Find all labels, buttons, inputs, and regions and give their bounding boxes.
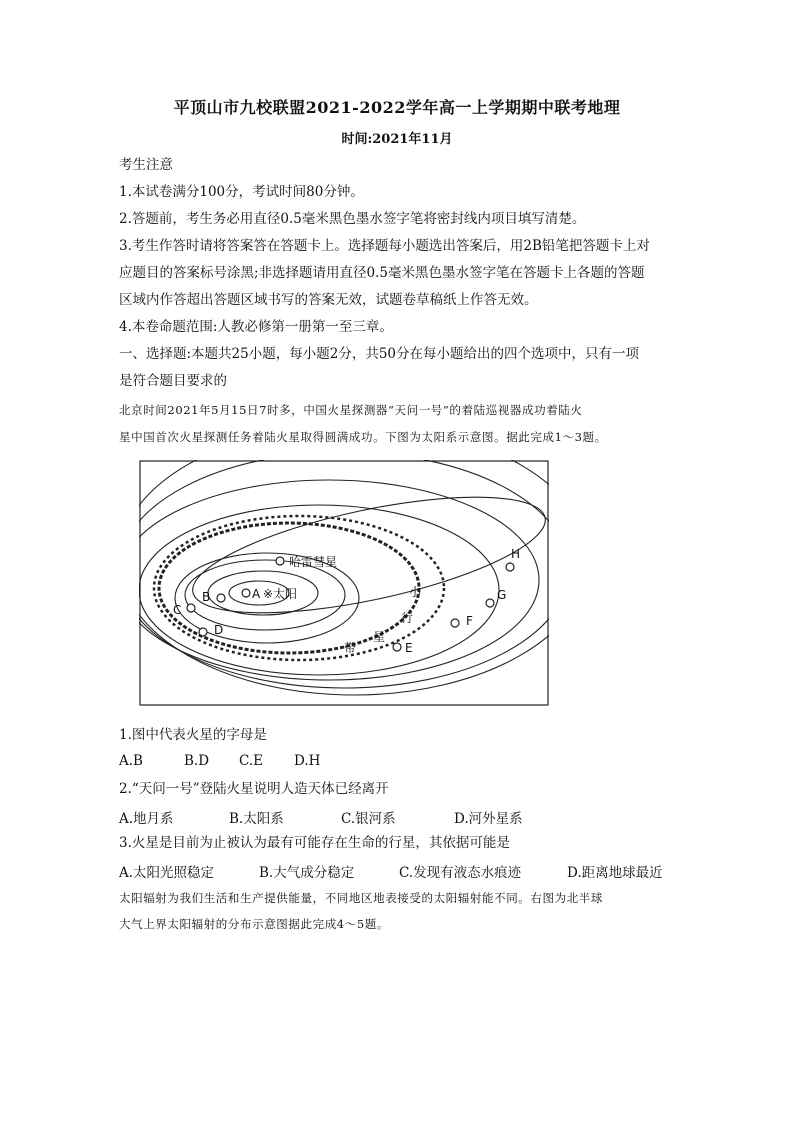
- q3-option-b[interactable]: B.大气成分稳定: [259, 865, 355, 881]
- label-belt-3: 星: [373, 630, 386, 644]
- label-comet: 哈雷彗星: [289, 555, 338, 569]
- q1-option-c[interactable]: C.E: [239, 753, 263, 769]
- q1-option-a[interactable]: A.B: [119, 753, 143, 769]
- question-2-options: [119, 807, 523, 827]
- planet-g: [486, 599, 494, 607]
- planet-d: [199, 628, 207, 636]
- question-1-stem: 1.图中代表火星的字母是: [119, 727, 267, 743]
- notice-item-1: 1.本试卷满分100分，考试时间80分钟。: [119, 184, 364, 200]
- label-e: E: [405, 641, 413, 655]
- planet-a-dot: [242, 589, 250, 597]
- q3-option-d[interactable]: D.距离地球最近: [567, 865, 663, 881]
- exam-title: 平顶山市九校联盟2021-2022学年高一上学期期中联考地理: [173, 98, 621, 117]
- passage-1-line-2: 星中国首次火星探测任务着陆火星取得圆满成功。下图为太阳系示意图。据此完成1～3题。: [119, 430, 607, 444]
- q3-option-c[interactable]: C.发现有液态水痕迹: [399, 865, 522, 881]
- notice-item-3a: 3.考生作答时请将答案答在答题卡上。选择题每小题选出答案后，用2B铅笔把答题卡上对: [119, 238, 650, 254]
- planet-f: [451, 619, 459, 627]
- label-f: F: [466, 614, 473, 628]
- q2-option-a[interactable]: A.地月系: [119, 811, 174, 827]
- section-heading-cont: 是符合题目要求的: [119, 373, 227, 389]
- passage-2-line-1: 太阳辐射为我们生活和生产提供能量，不同地区地表接受的太阳辐射能不同。右图为北半球: [119, 891, 603, 905]
- q2-option-b[interactable]: B.太阳系: [229, 811, 284, 827]
- notice-item-3b: 应题目的答案标号涂黑;非选择题请用直径0.5毫米黑色墨水签字笔在答题卡上各题的答题: [119, 265, 645, 281]
- question-1-options: [119, 753, 320, 769]
- q1-option-d[interactable]: D.H: [294, 753, 321, 769]
- label-c: C: [173, 603, 182, 617]
- label-belt-2: 行: [401, 611, 414, 625]
- notice-item-3c: 区域内作答超出答题区域书写的答案无效，试题卷草稿纸上作答无效。: [119, 292, 538, 308]
- question-2-stem: 2.“天问一号”登陆火星说明人造天体已经离开: [119, 781, 389, 797]
- label-b: B: [202, 590, 211, 604]
- label-d: D: [214, 623, 224, 637]
- q2-option-c[interactable]: C.银河系: [341, 811, 396, 827]
- planet-h: [506, 563, 514, 571]
- passage-2-line-2: 大气上界太阳辐射的分布示意图据此完成4～5题。: [119, 917, 389, 931]
- label-belt-4: 带: [344, 641, 357, 655]
- label-sun: ※太阳: [263, 587, 298, 601]
- solar-system-diagram: [139, 460, 549, 706]
- label-h: H: [511, 547, 521, 561]
- label-g: G: [497, 588, 507, 602]
- notice-item-4: 4.本卷命题范围:人教必修第一册第一至三章。: [119, 319, 393, 335]
- exam-time: 时间:2021年11月: [341, 132, 453, 147]
- notice-heading: 考生注意: [119, 157, 173, 173]
- section-heading: 一、选择题:本题共25小题，每小题2分，共50分在每小题给出的四个选项中，只有一项: [119, 346, 639, 362]
- q3-option-a[interactable]: A.太阳光照稳定: [119, 865, 215, 881]
- q1-option-b[interactable]: B.D: [184, 753, 210, 769]
- comet-dot: [276, 557, 284, 565]
- question-3-stem: 3.火星是目前为止被认为最有可能存在生命的行星，其依据可能是: [119, 835, 510, 851]
- planet-b: [217, 594, 225, 602]
- planet-c: [187, 604, 195, 612]
- label-belt-1: 小: [409, 585, 422, 599]
- q2-option-d[interactable]: D.河外星系: [454, 811, 523, 827]
- passage-1-line-1: 北京时间2021年5月15日7时多，中国火星探测器“天问一号”的着陆巡视器成功着陆火: [119, 403, 583, 417]
- planet-e: [393, 643, 401, 651]
- notice-item-2: 2.答题前，考生务必用直径0.5毫米黑色墨水签字笔将密封线内项目填写清楚。: [119, 211, 586, 227]
- question-3-options: [119, 861, 663, 881]
- label-a: A: [252, 587, 261, 601]
